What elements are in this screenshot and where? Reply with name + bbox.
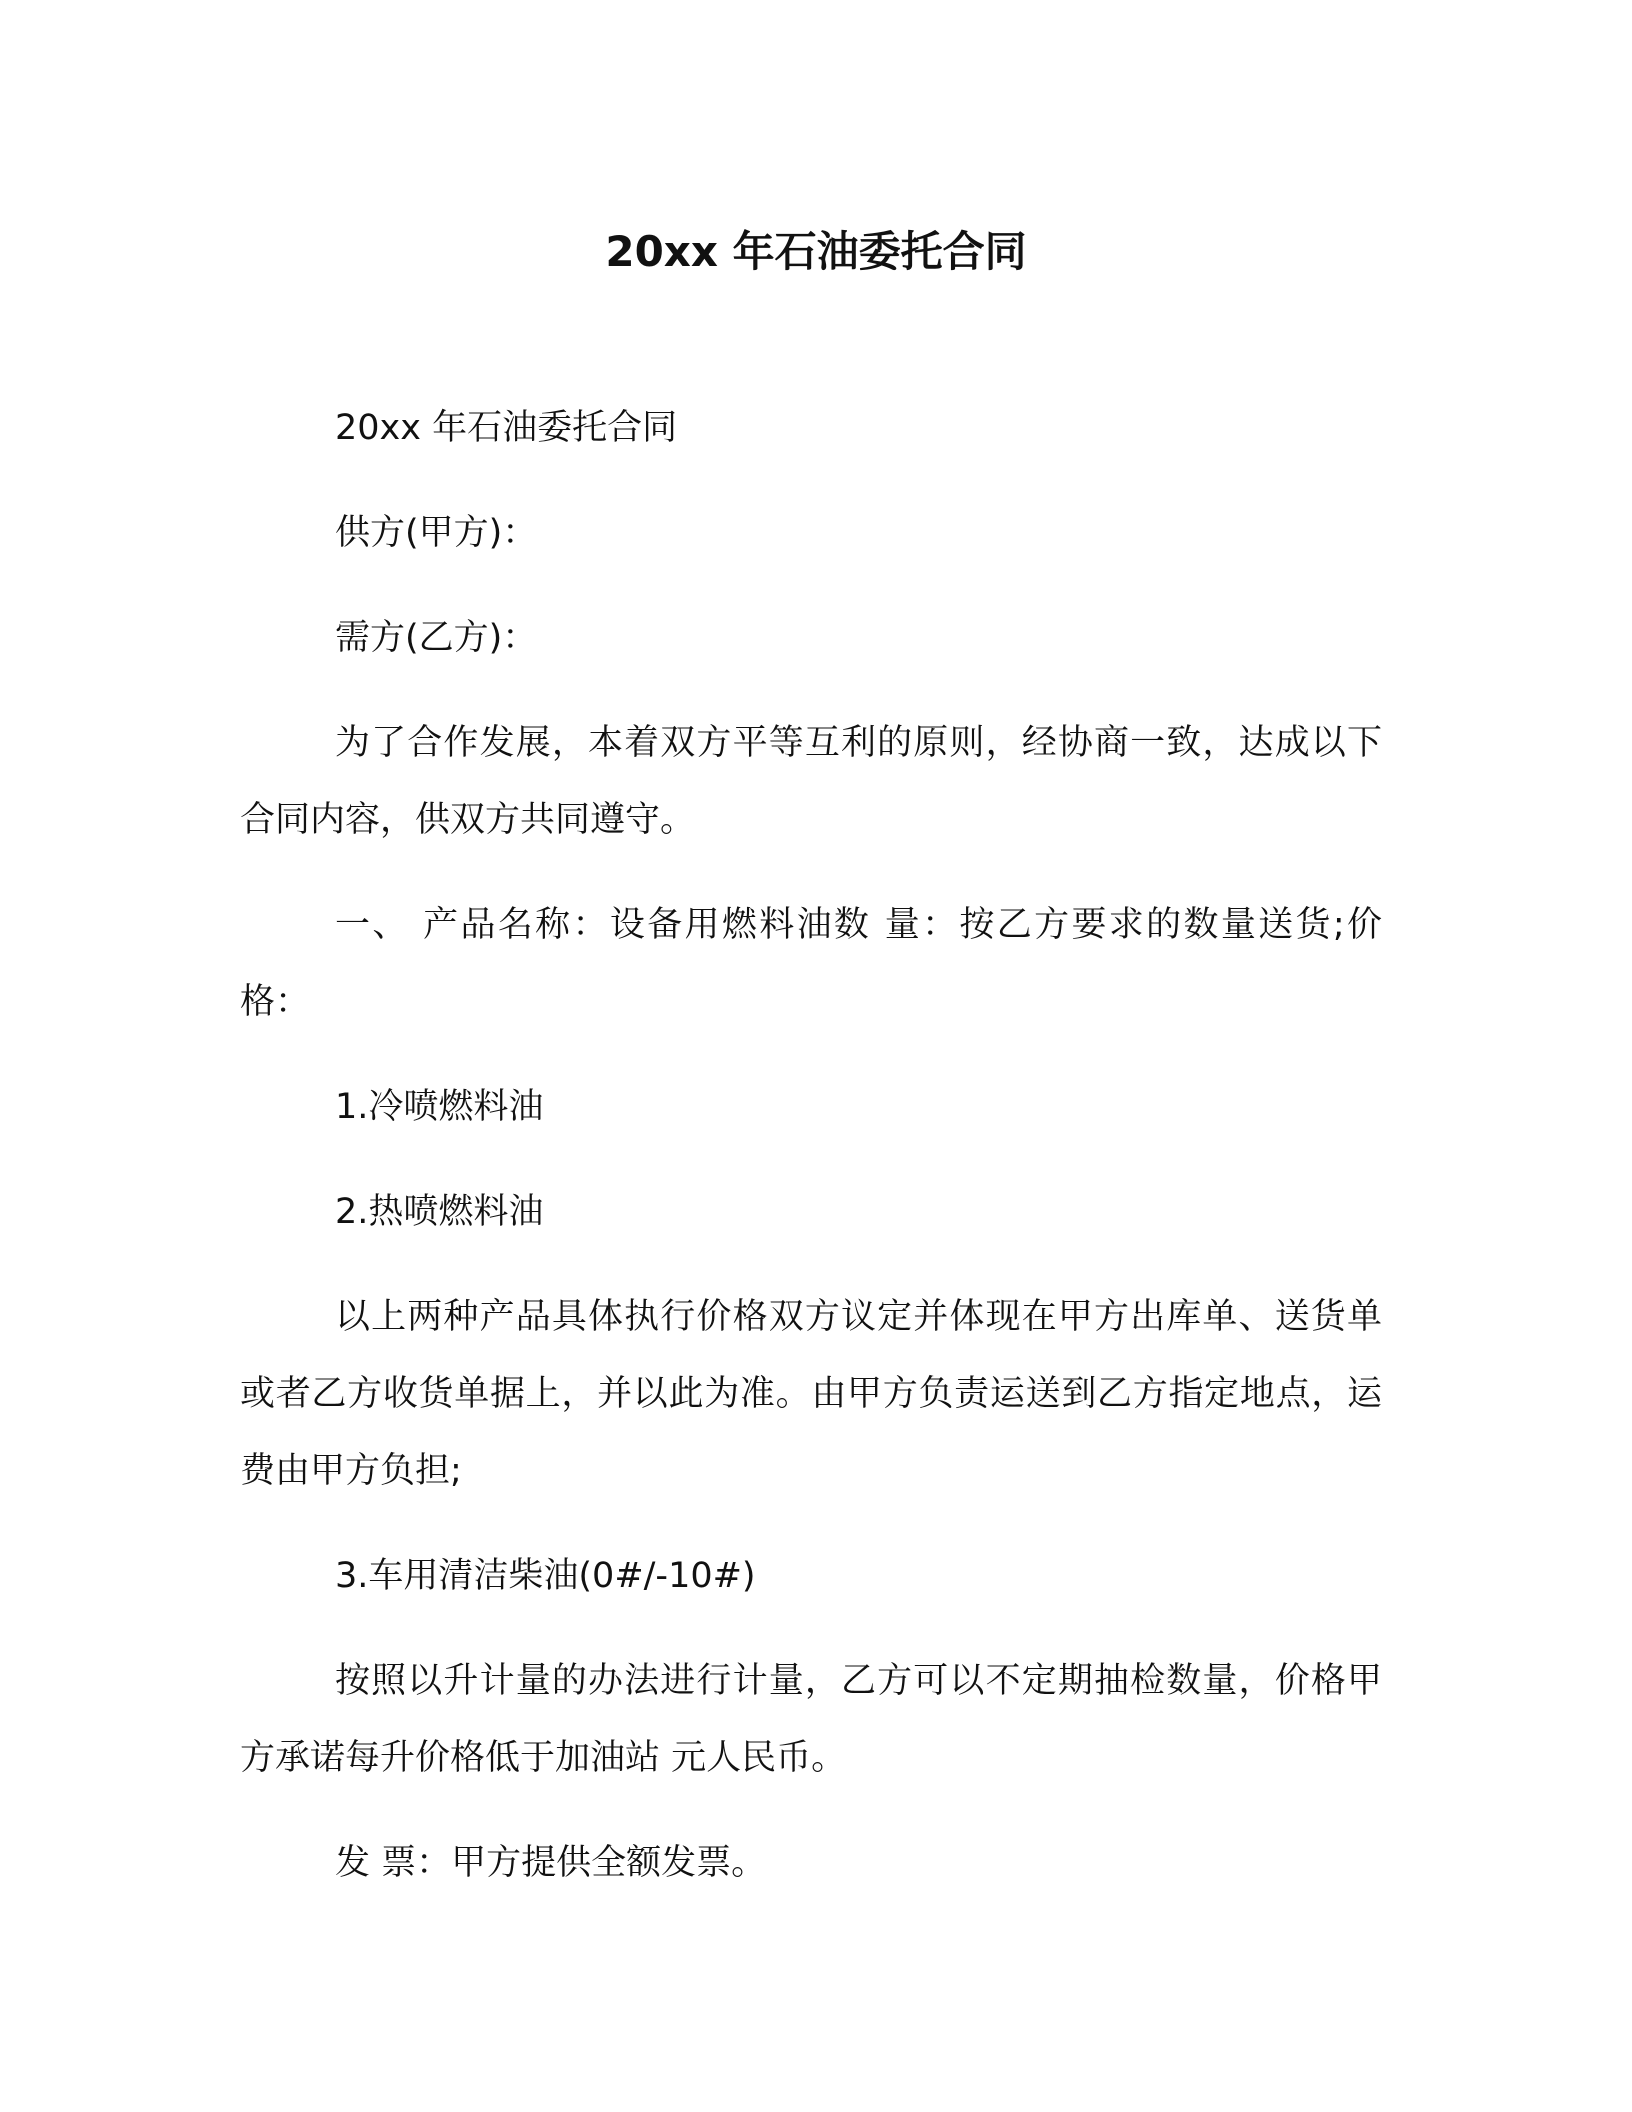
paragraph-pricing: 以上两种产品具体执行价格双方议定并体现在甲方出库单、送货单或者乙方收货单据上，并以此为准。由甲方负责运送到乙方指定地点，运费由甲方负担; — [240, 1297, 1382, 1491]
paragraph-intro: 为了合作发展，本着双方平等互利的原则，经协商一致，达成以下合同内容，供双方共同遵守。 — [240, 723, 1382, 840]
paragraph-heading: 20xx 年石油委托合同 — [335, 408, 678, 448]
paragraph-buyer: 需方(乙方)： — [335, 618, 538, 658]
paragraph-product: 一、 产品名称：设备用燃料油数 量：按乙方要求的数量送货;价格： — [240, 905, 1382, 1022]
paragraph-item-2: 2.热喷燃料油 — [335, 1192, 544, 1232]
document-title: 20xx 年石油委托合同 — [605, 227, 1027, 276]
paragraph-measurement: 按照以升计量的办法进行计量，乙方可以不定期抽检数量，价格甲方承诺每升价格低于加油站 元人民币。 — [240, 1661, 1382, 1778]
paragraph-item-1: 1.冷喷燃料油 — [335, 1087, 544, 1127]
paragraph-supplier: 供方(甲方)： — [335, 513, 538, 553]
document-body — [240, 390, 1382, 1930]
paragraph-invoice: 发 票：甲方提供全额发票。 — [335, 1843, 767, 1883]
paragraph-item-3: 3.车用清洁柴油(0#/-10#) — [335, 1556, 756, 1596]
